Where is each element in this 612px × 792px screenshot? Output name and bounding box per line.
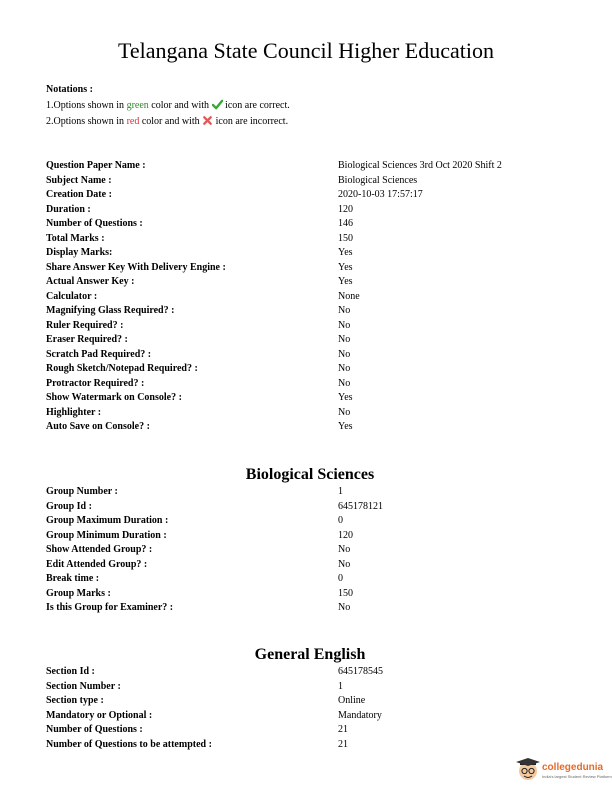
info-label: Show Attended Group? :: [46, 544, 153, 555]
info-value: No: [338, 544, 351, 555]
info-value: 0: [338, 515, 343, 526]
info-label: Scratch Pad Required? :: [46, 348, 152, 360]
info-label: Rough Sketch/Notepad Required? :: [46, 363, 198, 374]
info-value: Biological Sciences: [338, 174, 418, 186]
info-row: [46, 305, 566, 320]
green-word: green: [126, 100, 149, 111]
info-label: Edit Attended Group? :: [46, 558, 148, 570]
info-label: Protractor Required? :: [46, 377, 145, 389]
info-value: Yes: [338, 421, 353, 432]
info-row: [46, 710, 566, 725]
info-label: Group Minimum Duration :: [46, 529, 167, 541]
info-value: No: [338, 377, 351, 389]
info-row: [46, 573, 566, 588]
info-label: Eraser Required? :: [46, 334, 128, 345]
info-value: 1: [338, 680, 343, 692]
info-value: No: [338, 558, 351, 570]
info-label: Group Id :: [46, 500, 92, 512]
info-label: Ruler Required? :: [46, 319, 124, 331]
info-row: [46, 739, 566, 754]
info-label: Auto Save on Console? :: [46, 421, 150, 432]
info-value: Online: [338, 695, 366, 706]
info-label: Section Id :: [46, 666, 95, 677]
info-row: [46, 559, 566, 574]
info-value: 120: [338, 203, 353, 215]
info-value: No: [338, 602, 351, 613]
info-label: Actual Answer Key :: [46, 276, 135, 287]
info-label: Duration :: [46, 203, 91, 215]
info-row: [46, 291, 566, 306]
info-row: [46, 189, 566, 204]
info-row: [46, 262, 566, 277]
info-label: Question Paper Name :: [46, 160, 146, 171]
info-row: [46, 392, 566, 407]
info-value: Yes: [338, 247, 353, 258]
red-word: red: [126, 116, 140, 127]
section-heading: General English: [254, 646, 366, 663]
info-row: [46, 501, 566, 516]
info-label: Highlighter :: [46, 406, 102, 418]
info-row: [46, 247, 566, 262]
info-value: No: [338, 334, 351, 345]
info-row: [46, 486, 566, 501]
info-row: [46, 530, 566, 545]
info-row: [46, 724, 566, 739]
info-row: [46, 588, 566, 603]
group-info-table: [46, 486, 566, 617]
info-label: Number of Questions to be attempted :: [46, 738, 212, 750]
info-value: 146: [338, 218, 353, 229]
check-icon: [212, 99, 223, 110]
info-label: Subject Name :: [46, 174, 112, 186]
info-value: No: [338, 305, 351, 316]
info-value: 1: [338, 486, 343, 497]
info-label: Total Marks :: [46, 232, 105, 244]
info-value: No: [338, 348, 351, 360]
info-label: Magnifying Glass Required? :: [46, 305, 175, 316]
info-row: [46, 363, 566, 378]
info-label: Calculator :: [46, 290, 98, 302]
info-value: 645178545: [338, 666, 383, 677]
info-row: [46, 544, 566, 559]
info-label: Show Watermark on Console? :: [46, 392, 182, 403]
info-label: Group Number :: [46, 486, 118, 497]
section-info-table: [46, 666, 566, 753]
notation-correct: 1.Options shown in green color and with icon are correct.: [46, 100, 290, 111]
info-label: Mandatory or Optional :: [46, 709, 153, 721]
info-value: 0: [338, 573, 343, 584]
info-value: No: [338, 319, 351, 331]
info-row: [46, 602, 566, 617]
info-row: [46, 276, 566, 291]
info-label: Section type :: [46, 695, 104, 706]
info-row: [46, 681, 566, 696]
info-row: [46, 695, 566, 710]
info-value: Yes: [338, 276, 353, 287]
info-row: [46, 160, 566, 175]
notations: [46, 82, 290, 130]
info-row: [46, 407, 566, 422]
info-value: 2020-10-03 17:57:17: [338, 189, 423, 200]
info-label: Section Number :: [46, 680, 121, 692]
info-row: [46, 175, 566, 190]
info-row: [46, 349, 566, 364]
info-value: None: [338, 290, 360, 302]
info-row: [46, 233, 566, 248]
info-label: Display Marks:: [46, 247, 113, 258]
info-label: Creation Date :: [46, 189, 112, 200]
info-label: Is this Group for Examiner? :: [46, 602, 174, 613]
info-label: Number of Questions :: [46, 218, 143, 229]
info-label: Share Answer Key With Delivery Engine :: [46, 261, 226, 273]
info-value: 150: [338, 587, 353, 599]
info-value: No: [338, 363, 351, 374]
info-row: [46, 204, 566, 219]
info-value: Mandatory: [338, 709, 382, 721]
info-value: 120: [338, 529, 353, 541]
info-value: No: [338, 406, 351, 418]
info-label: Number of Questions :: [46, 724, 143, 735]
info-row: [46, 666, 566, 681]
logo-tagline: India's largest Student Review Platform: [542, 774, 612, 779]
group-heading: Biological Sciences: [245, 466, 375, 483]
info-value: Biological Sciences 3rd Oct 2020 Shift 2: [338, 160, 502, 171]
info-value: Yes: [338, 392, 353, 403]
info-value: 150: [338, 232, 353, 244]
page-title: Telangana State Council Higher Education: [117, 38, 494, 63]
info-value: 21: [338, 738, 348, 750]
info-row: [46, 515, 566, 530]
info-row: [46, 218, 566, 233]
info-row: [46, 378, 566, 393]
logo-name: collegedunia: [542, 762, 604, 773]
notation-incorrect: 2.Options shown in red color and with icon are incorrect.: [46, 116, 289, 127]
info-value: 645178121: [338, 500, 383, 512]
mascot-icon: [516, 758, 540, 782]
info-value: Yes: [338, 261, 353, 273]
info-label: Break time :: [46, 573, 100, 584]
info-label: Group Marks :: [46, 587, 111, 599]
info-row: [46, 421, 566, 436]
info-row: [46, 320, 566, 335]
paper-info-table: [46, 160, 566, 436]
info-row: [46, 334, 566, 349]
notations-heading: Notations :: [46, 84, 93, 95]
info-label: Group Maximum Duration :: [46, 515, 169, 526]
info-value: 21: [338, 724, 348, 735]
cross-icon: [202, 115, 213, 126]
collegedunia-logo: [516, 756, 612, 784]
